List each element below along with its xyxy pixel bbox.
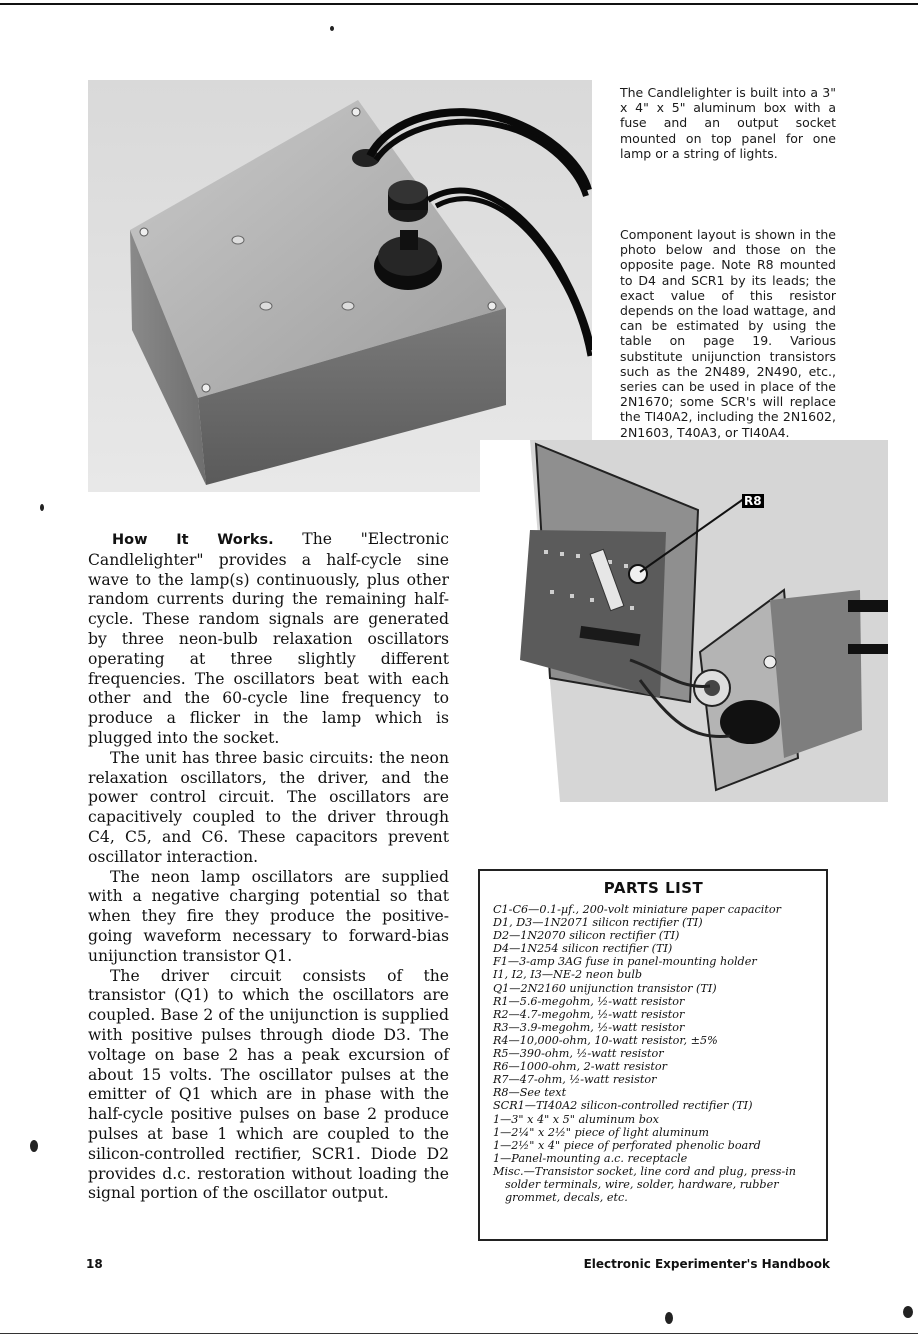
article-body [88, 530, 449, 1204]
parts-list [493, 903, 814, 1204]
r8-callout-label: R8 [744, 494, 762, 508]
print-speck [903, 1306, 913, 1318]
photo-caption-top: The Candlelighter is built into a 3" x 4" x 5" aluminum box with a fuse and an output socket mounted on top panel for one lamp or a string of lights. [620, 85, 836, 161]
parts-list-item: C1-C6—0.1-µf., 200-volt miniature paper capacitor [493, 903, 781, 916]
parts-list-item: R1—5.6-megohm, ½-watt resistor [493, 994, 685, 1008]
paragraph-text: The "Electronic Candlelighter" provides a half-cycle sine wave to the lamp(s) continuously, plus other random currents during the remaining half-cycle. These random signals are generated by three neon-bulb relaxation oscillators operating at three slightly different frequencies. The oscillators beat with each other and the 60-cycle line frequency to produce a flicker in the lamp which is plugged into the socket. [88, 530, 449, 747]
parts-list-item: R5—390-ohm, ½-watt resistor [493, 1047, 664, 1061]
paragraph-driver-circuit: The driver circuit consists of the transistor (Q1) to which the oscillators are coupled. Base 2 of the unijunction is supplied with positive pulses through diode D3. The voltage on base 2 has a peak excursion of about 15 volts. The oscillator pulses at the emitter of Q1 which are in phase with the half-cycle positive pulses on base 2 produce pulses at base 1 which are coupled to the silicon-controlled rectifier, SCR1. Diode D2 provides d.c. restoration without loading the signal portion of the oscillator output. [88, 966, 449, 1203]
paragraph-basic-circuits: The unit has three basic circuits: the neon relaxation oscillators, the driver, and the power control circuit. The oscillators are capacitively coupled to the driver through C4, C5, and C6. These capacitors prevent oscillator interaction. [88, 748, 449, 866]
parts-list-item: SCR1—TI40A2 silicon-controlled rectifier (TI) [493, 1099, 753, 1113]
parts-list-item: D4—1N254 silicon rectifier (TI) [493, 942, 673, 956]
parts-list-item: I1, I2, I3—NE-2 neon bulb [493, 968, 643, 982]
paragraph-neon-oscillators: The neon lamp oscillators are supplied with a negative charging potential so that when they fire they produce the positive-going waveform necessary to forward-bias unijunction transistor Q1. [88, 867, 449, 965]
parts-list-item: F1—3-amp 3AG fuse in panel-mounting holder [493, 955, 757, 969]
print-speck [665, 1312, 673, 1324]
parts-list-box [478, 869, 828, 1241]
parts-list-item: 1—2¼" x 2½" piece of light aluminum [493, 1125, 709, 1139]
parts-list-item: R7—47-ohm, ½-watt resistor [493, 1073, 657, 1087]
top-rule [0, 3, 918, 5]
parts-list-item: 1—Panel-mounting a.c. receptacle [493, 1151, 688, 1165]
parts-list-item: 1—3" x 4" x 5" aluminum box [493, 1112, 659, 1126]
parts-list-item: R2—4.7-megohm, ½-watt resistor [493, 1007, 685, 1021]
print-speck [330, 26, 334, 31]
parts-list-item: R6—1000-ohm, 2-watt resistor [493, 1060, 667, 1074]
parts-list-item: D2—1N2070 silicon rectifier (TI) [493, 929, 680, 943]
parts-list-item: R8—See text [493, 1086, 567, 1100]
section-heading: How It Works. [112, 532, 274, 548]
page-number: 18 [86, 1257, 103, 1271]
parts-list-item: Misc.—Transistor socket, line cord and plug, press-in solder terminals, wire, solder, hardware, rubber grommet, decals, etc. [493, 1164, 797, 1205]
publication-name: Electronic Experimenter's Handbook [583, 1257, 830, 1271]
parts-list-item: 1—2½" x 4" piece of perforated phenolic board [493, 1138, 761, 1152]
paragraph-how-it-works [88, 530, 449, 749]
parts-list-item: R4—10,000-ohm, 10-watt resistor, ±5% [493, 1033, 718, 1047]
candlelighter-box-photo [88, 80, 592, 492]
parts-list-item: R3—3.9-megohm, ½-watt resistor [493, 1020, 685, 1034]
parts-list-title: PARTS LIST [603, 879, 704, 897]
photo-caption-layout: Component layout is shown in the photo below and those on the opposite page. Note R8 mounted to D4 and SCR1 by its leads; the exact value of this resistor depends on the load wattage, and can be estimated by using the table on page 19. Various substitute unijunction transistors such as the 2N489, 2N490, etc., series can be used in place of the 2N1670; some SCR's will replace the TI40A2, including the 2N1602, 2N1603, T40A3, or TI40A4. [620, 227, 836, 440]
parts-list-item: Q1—2N2160 unijunction transistor (TI) [493, 981, 717, 995]
print-speck [30, 1140, 38, 1152]
bottom-rule [0, 1333, 918, 1334]
component-layout-photo [480, 440, 888, 802]
parts-list-item: D1, D3—1N2071 silicon rectifier (TI) [493, 916, 703, 930]
print-speck [40, 504, 44, 511]
